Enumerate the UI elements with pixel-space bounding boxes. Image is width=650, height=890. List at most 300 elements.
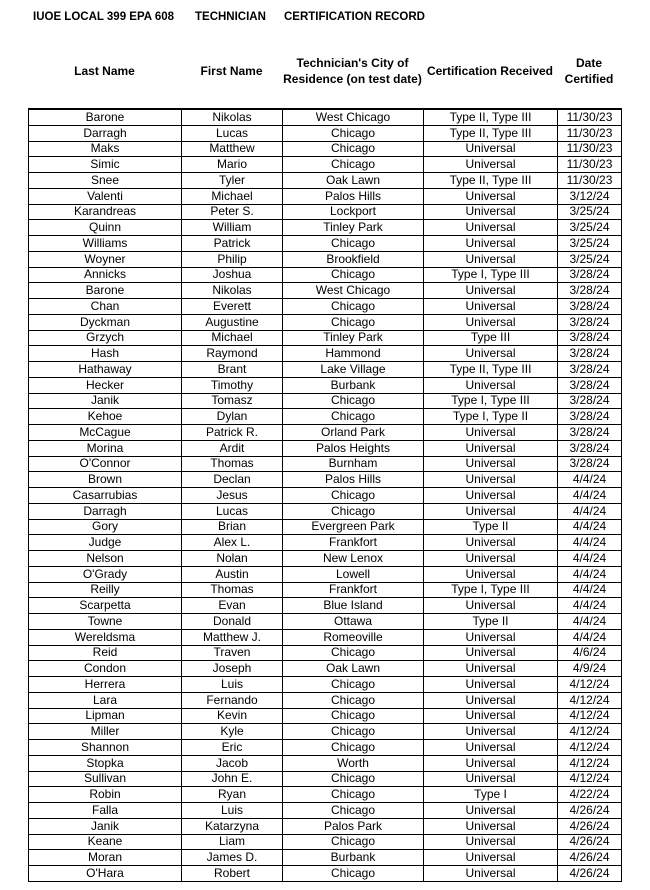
cell-certification: Universal	[424, 598, 558, 614]
cell-first-name: Thomas	[182, 456, 283, 472]
cell-last-name: Darragh	[29, 503, 182, 519]
cell-last-name: Judge	[29, 535, 182, 551]
cell-city: Chicago	[283, 645, 424, 661]
cell-date: 3/12/24	[558, 188, 622, 204]
cell-city: Chicago	[283, 314, 424, 330]
cell-first-name: Traven	[182, 645, 283, 661]
cell-city: Chicago	[283, 488, 424, 504]
cell-last-name: Lipman	[29, 708, 182, 724]
cell-last-name: Towne	[29, 614, 182, 630]
cell-first-name: Kyle	[182, 724, 283, 740]
cell-first-name: Eric	[182, 740, 283, 756]
cell-first-name: Matthew	[182, 141, 283, 157]
cell-date: 4/4/24	[558, 598, 622, 614]
cell-date: 4/4/24	[558, 472, 622, 488]
cell-city: Chicago	[283, 299, 424, 315]
cell-last-name: Karandreas	[29, 204, 182, 220]
cell-date: 4/12/24	[558, 740, 622, 756]
cell-last-name: Wereldsma	[29, 629, 182, 645]
cell-date: 3/25/24	[558, 236, 622, 252]
cell-first-name: Brian	[182, 519, 283, 535]
cell-date: 11/30/23	[558, 141, 622, 157]
cell-city: Frankfort	[283, 582, 424, 598]
cell-last-name: Miller	[29, 724, 182, 740]
cell-first-name: Luis	[182, 803, 283, 819]
cell-first-name: Michael	[182, 330, 283, 346]
cell-certification: Type II, Type III	[424, 109, 558, 125]
table-row	[29, 692, 622, 708]
cell-date: 4/6/24	[558, 645, 622, 661]
table-row	[29, 204, 622, 220]
table-row	[29, 283, 622, 299]
cell-certification: Type II, Type III	[424, 173, 558, 189]
cell-last-name: Morina	[29, 440, 182, 456]
cell-city: Ottawa	[283, 614, 424, 630]
cell-first-name: Robert	[182, 866, 283, 882]
cell-last-name: Reid	[29, 645, 182, 661]
cell-date: 11/30/23	[558, 173, 622, 189]
record-title: CERTIFICATION RECORD	[284, 11, 425, 23]
cell-city: Burbank	[283, 850, 424, 866]
cell-certification: Universal	[424, 314, 558, 330]
org-label: IUOE LOCAL 399 EPA 608	[33, 11, 175, 23]
cell-certification: Universal	[424, 677, 558, 693]
cell-date: 11/30/23	[558, 125, 622, 141]
table-row	[29, 393, 622, 409]
cell-last-name: Barone	[29, 283, 182, 299]
cell-certification: Universal	[424, 866, 558, 882]
table-row	[29, 629, 622, 645]
cell-date: 4/26/24	[558, 866, 622, 882]
table-row	[29, 503, 622, 519]
cell-city: Brookfield	[283, 251, 424, 267]
cell-city: Chicago	[283, 708, 424, 724]
cell-city: Chicago	[283, 125, 424, 141]
cell-certification: Type II	[424, 519, 558, 535]
cell-first-name: Patrick R.	[182, 425, 283, 441]
cell-certification: Universal	[424, 157, 558, 173]
cell-certification: Type II	[424, 614, 558, 630]
cell-certification: Universal	[424, 661, 558, 677]
cell-first-name: Liam	[182, 834, 283, 850]
cell-city: Palos Hills	[283, 472, 424, 488]
cell-last-name: Herrera	[29, 677, 182, 693]
table-row	[29, 740, 622, 756]
cell-date: 4/9/24	[558, 661, 622, 677]
cell-certification: Universal	[424, 724, 558, 740]
cell-first-name: Nolan	[182, 551, 283, 567]
cell-certification: Universal	[424, 771, 558, 787]
cell-city: Chicago	[283, 409, 424, 425]
cell-first-name: Luis	[182, 677, 283, 693]
cell-date: 3/28/24	[558, 346, 622, 362]
cell-city: Romeoville	[283, 629, 424, 645]
cell-city: Chicago	[283, 866, 424, 882]
cell-certification: Universal	[424, 755, 558, 771]
cell-date: 3/25/24	[558, 251, 622, 267]
cell-city: Burnham	[283, 456, 424, 472]
cell-date: 4/4/24	[558, 488, 622, 504]
cell-first-name: Austin	[182, 566, 283, 582]
cell-city: Palos Park	[283, 818, 424, 834]
cell-last-name: Kehoe	[29, 409, 182, 425]
table-row	[29, 645, 622, 661]
cell-last-name: Chan	[29, 299, 182, 315]
cell-certification: Universal	[424, 220, 558, 236]
cell-certification: Universal	[424, 803, 558, 819]
cell-last-name: Scarpetta	[29, 598, 182, 614]
table-row	[29, 535, 622, 551]
cell-first-name: Kevin	[182, 708, 283, 724]
table-row	[29, 188, 622, 204]
cell-date: 3/28/24	[558, 440, 622, 456]
table-row	[29, 850, 622, 866]
cell-city: Hammond	[283, 346, 424, 362]
cell-last-name: Janik	[29, 393, 182, 409]
cell-date: 4/12/24	[558, 677, 622, 693]
cell-city: Oak Lawn	[283, 661, 424, 677]
cell-first-name: Jesus	[182, 488, 283, 504]
cell-last-name: Condon	[29, 661, 182, 677]
cell-certification: Universal	[424, 551, 558, 567]
cell-first-name: Mario	[182, 157, 283, 173]
cell-city: Chicago	[283, 692, 424, 708]
cell-date: 4/12/24	[558, 755, 622, 771]
cell-date: 4/4/24	[558, 629, 622, 645]
cell-date: 3/25/24	[558, 204, 622, 220]
cell-first-name: Philip	[182, 251, 283, 267]
cell-certification: Universal	[424, 236, 558, 252]
table-row	[29, 299, 622, 315]
cell-date: 3/28/24	[558, 393, 622, 409]
cell-certification: Type II, Type III	[424, 125, 558, 141]
cell-last-name: Reilly	[29, 582, 182, 598]
cell-certification: Type III	[424, 330, 558, 346]
cell-certification: Universal	[424, 834, 558, 850]
cell-certification: Type I, Type III	[424, 267, 558, 283]
certification-table	[28, 108, 622, 882]
cell-first-name: Everett	[182, 299, 283, 315]
cell-first-name: Ryan	[182, 787, 283, 803]
cell-date: 4/22/24	[558, 787, 622, 803]
cell-last-name: Robin	[29, 787, 182, 803]
cell-date: 3/28/24	[558, 330, 622, 346]
cell-first-name: Tomasz	[182, 393, 283, 409]
cell-date: 4/26/24	[558, 850, 622, 866]
table-row	[29, 109, 622, 125]
cell-date: 11/30/23	[558, 109, 622, 125]
cell-date: 4/4/24	[558, 551, 622, 567]
table-row	[29, 566, 622, 582]
cell-city: Evergreen Park	[283, 519, 424, 535]
cell-certification: Type I	[424, 787, 558, 803]
table-row	[29, 755, 622, 771]
table-row	[29, 834, 622, 850]
cell-last-name: Gory	[29, 519, 182, 535]
cell-last-name: Brown	[29, 472, 182, 488]
table-row	[29, 582, 622, 598]
cell-date: 4/26/24	[558, 803, 622, 819]
cell-date: 3/28/24	[558, 314, 622, 330]
cell-city: Chicago	[283, 771, 424, 787]
cell-last-name: Snee	[29, 173, 182, 189]
cell-date: 4/26/24	[558, 818, 622, 834]
cell-certification: Type I, Type III	[424, 393, 558, 409]
cell-city: Chicago	[283, 724, 424, 740]
cell-date: 4/12/24	[558, 708, 622, 724]
cell-first-name: Patrick	[182, 236, 283, 252]
cell-city: Chicago	[283, 740, 424, 756]
cell-date: 11/30/23	[558, 157, 622, 173]
cell-date: 4/4/24	[558, 535, 622, 551]
table-row	[29, 488, 622, 504]
col-header-city: Technician's City of Residence (on test date)	[283, 56, 422, 86]
cell-last-name: Dyckman	[29, 314, 182, 330]
column-headers	[28, 40, 621, 102]
cell-last-name: Simic	[29, 157, 182, 173]
table-row	[29, 346, 622, 362]
table-row	[29, 818, 622, 834]
cell-last-name: Casarrubias	[29, 488, 182, 504]
cell-last-name: Woyner	[29, 251, 182, 267]
cell-city: Frankfort	[283, 535, 424, 551]
cell-certification: Universal	[424, 456, 558, 472]
cell-last-name: O'Connor	[29, 456, 182, 472]
cell-certification: Universal	[424, 535, 558, 551]
cell-last-name: Darragh	[29, 125, 182, 141]
cell-city: Lowell	[283, 566, 424, 582]
cell-first-name: Dylan	[182, 409, 283, 425]
cell-last-name: Maks	[29, 141, 182, 157]
cell-first-name: Tyler	[182, 173, 283, 189]
cell-first-name: Joshua	[182, 267, 283, 283]
table-row	[29, 771, 622, 787]
cell-first-name: Timothy	[182, 377, 283, 393]
table-row	[29, 173, 622, 189]
cell-date: 4/12/24	[558, 771, 622, 787]
table-row	[29, 661, 622, 677]
table-row	[29, 803, 622, 819]
table-row	[29, 456, 622, 472]
col-header-date: Date Certified	[564, 56, 614, 86]
cell-date: 3/28/24	[558, 425, 622, 441]
table-row	[29, 220, 622, 236]
table-row	[29, 362, 622, 378]
cell-date: 4/12/24	[558, 692, 622, 708]
cell-certification: Universal	[424, 566, 558, 582]
cell-last-name: Hecker	[29, 377, 182, 393]
table-row	[29, 866, 622, 882]
cell-certification: Universal	[424, 188, 558, 204]
cell-city: Burbank	[283, 377, 424, 393]
cell-city: Chicago	[283, 803, 424, 819]
cell-city: Tinley Park	[283, 220, 424, 236]
cell-first-name: Jacob	[182, 755, 283, 771]
table-row	[29, 472, 622, 488]
table-row	[29, 141, 622, 157]
cell-last-name: Williams	[29, 236, 182, 252]
table-row	[29, 519, 622, 535]
cell-first-name: William	[182, 220, 283, 236]
table-row	[29, 377, 622, 393]
cell-city: Lockport	[283, 204, 424, 220]
cell-city: Chicago	[283, 787, 424, 803]
cell-first-name: Thomas	[182, 582, 283, 598]
cell-last-name: O'Hara	[29, 866, 182, 882]
cell-city: Chicago	[283, 393, 424, 409]
cell-first-name: Lucas	[182, 503, 283, 519]
cell-city: West Chicago	[283, 109, 424, 125]
cell-last-name: Sullivan	[29, 771, 182, 787]
table-row	[29, 236, 622, 252]
cell-first-name: Brant	[182, 362, 283, 378]
cell-certification: Universal	[424, 204, 558, 220]
cell-city: Lake Village	[283, 362, 424, 378]
cell-date: 4/4/24	[558, 566, 622, 582]
cell-first-name: Nikolas	[182, 283, 283, 299]
cell-first-name: Matthew J.	[182, 629, 283, 645]
cell-last-name: Stopka	[29, 755, 182, 771]
cell-city: Oak Lawn	[283, 173, 424, 189]
cell-certification: Universal	[424, 488, 558, 504]
cell-first-name: Ardit	[182, 440, 283, 456]
cell-first-name: Augustine	[182, 314, 283, 330]
cell-city: Chicago	[283, 503, 424, 519]
cell-certification: Universal	[424, 708, 558, 724]
cell-certification: Universal	[424, 425, 558, 441]
cell-date: 3/28/24	[558, 362, 622, 378]
certification-table-body	[29, 109, 622, 881]
table-row	[29, 787, 622, 803]
table-row	[29, 598, 622, 614]
cell-city: Chicago	[283, 236, 424, 252]
cell-city: Palos Heights	[283, 440, 424, 456]
cell-certification: Universal	[424, 850, 558, 866]
cell-last-name: Janik	[29, 818, 182, 834]
cell-city: Chicago	[283, 677, 424, 693]
cell-certification: Type II, Type III	[424, 362, 558, 378]
cell-city: Blue Island	[283, 598, 424, 614]
cell-date: 4/4/24	[558, 582, 622, 598]
cell-first-name: Katarzyna	[182, 818, 283, 834]
cell-certification: Universal	[424, 251, 558, 267]
cell-certification: Universal	[424, 472, 558, 488]
cell-date: 4/4/24	[558, 519, 622, 535]
cell-last-name: Shannon	[29, 740, 182, 756]
cell-first-name: John E.	[182, 771, 283, 787]
cell-city: Chicago	[283, 267, 424, 283]
col-header-first-name: First Name	[200, 64, 263, 78]
cell-first-name: Lucas	[182, 125, 283, 141]
cell-city: Worth	[283, 755, 424, 771]
cell-last-name: Hash	[29, 346, 182, 362]
cell-certification: Universal	[424, 740, 558, 756]
cell-date: 4/4/24	[558, 503, 622, 519]
cell-city: Orland Park	[283, 425, 424, 441]
cell-first-name: Peter S.	[182, 204, 283, 220]
table-row	[29, 125, 622, 141]
cell-city: West Chicago	[283, 283, 424, 299]
cell-last-name: Annicks	[29, 267, 182, 283]
cell-certification: Universal	[424, 440, 558, 456]
cell-date: 3/28/24	[558, 299, 622, 315]
cell-last-name: Keane	[29, 834, 182, 850]
cell-last-name: Valenti	[29, 188, 182, 204]
cell-last-name: Nelson	[29, 551, 182, 567]
table-row	[29, 614, 622, 630]
cell-date: 3/28/24	[558, 377, 622, 393]
table-row	[29, 267, 622, 283]
cell-first-name: Donald	[182, 614, 283, 630]
cell-certification: Universal	[424, 645, 558, 661]
cell-first-name: Joseph	[182, 661, 283, 677]
cell-last-name: Barone	[29, 109, 182, 125]
table-row	[29, 330, 622, 346]
doc-type-label: TECHNICIAN	[195, 11, 266, 23]
cell-last-name: Falla	[29, 803, 182, 819]
cell-date: 3/28/24	[558, 456, 622, 472]
cell-last-name: Moran	[29, 850, 182, 866]
cell-certification: Universal	[424, 283, 558, 299]
cell-first-name: Alex L.	[182, 535, 283, 551]
cell-certification: Universal	[424, 692, 558, 708]
cell-first-name: Fernando	[182, 692, 283, 708]
table-row	[29, 409, 622, 425]
table-row	[29, 440, 622, 456]
table-row	[29, 157, 622, 173]
cell-date: 3/28/24	[558, 267, 622, 283]
cell-certification: Type I, Type II	[424, 409, 558, 425]
table-row	[29, 708, 622, 724]
col-header-last-name: Last Name	[74, 64, 135, 78]
table-row	[29, 251, 622, 267]
cell-date: 3/28/24	[558, 283, 622, 299]
cell-last-name: Lara	[29, 692, 182, 708]
cell-last-name: Quinn	[29, 220, 182, 236]
cell-city: Chicago	[283, 141, 424, 157]
table-row	[29, 677, 622, 693]
cell-city: Palos Hills	[283, 188, 424, 204]
cell-first-name: James D.	[182, 850, 283, 866]
col-header-certification: Certification Received	[426, 64, 554, 78]
cell-last-name: McCague	[29, 425, 182, 441]
cell-first-name: Declan	[182, 472, 283, 488]
cell-certification: Universal	[424, 818, 558, 834]
cell-first-name: Nikolas	[182, 109, 283, 125]
table-row	[29, 314, 622, 330]
cell-first-name: Evan	[182, 598, 283, 614]
cell-first-name: Michael	[182, 188, 283, 204]
cell-first-name: Raymond	[182, 346, 283, 362]
cell-date: 4/12/24	[558, 724, 622, 740]
cell-last-name: Grzych	[29, 330, 182, 346]
cell-city: Chicago	[283, 157, 424, 173]
cell-last-name: Hathaway	[29, 362, 182, 378]
table-row	[29, 425, 622, 441]
cell-certification: Universal	[424, 377, 558, 393]
cell-certification: Type I, Type III	[424, 582, 558, 598]
cell-city: Tinley Park	[283, 330, 424, 346]
cell-city: New Lenox	[283, 551, 424, 567]
cell-certification: Universal	[424, 503, 558, 519]
table-row	[29, 551, 622, 567]
cell-date: 4/26/24	[558, 834, 622, 850]
cell-date: 3/25/24	[558, 220, 622, 236]
cell-last-name: O'Grady	[29, 566, 182, 582]
cell-certification: Universal	[424, 346, 558, 362]
cell-date: 3/28/24	[558, 409, 622, 425]
table-row	[29, 724, 622, 740]
